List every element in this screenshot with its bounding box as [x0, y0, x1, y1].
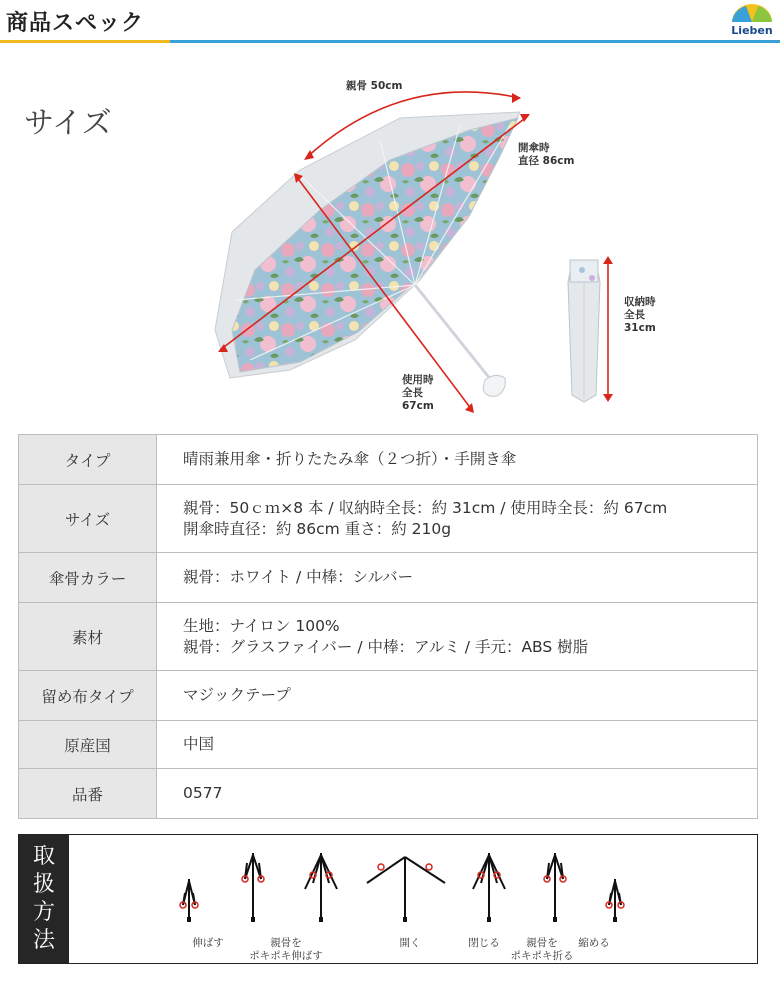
- spec-value: [157, 721, 758, 769]
- table-row: [19, 553, 758, 603]
- care-step-label-line: ポキポキ折る: [510, 950, 574, 962]
- spec-value-line: 親骨：グラスファイバー / 中棒：アルミ / 手元：ABS 樹脂: [183, 637, 589, 656]
- spec-label: タイプ: [19, 435, 157, 485]
- in-use-length-label-line2: 全長: [402, 387, 423, 399]
- open-diameter-label-line1: 開傘時: [518, 142, 550, 154]
- close-umbrella-icon: [467, 843, 517, 933]
- spec-label: 原産国: [19, 721, 157, 769]
- folded-umbrella-icon: [171, 843, 211, 933]
- care-step: [365, 843, 435, 961]
- spec-value-line: 0577: [183, 784, 223, 802]
- spec-label: 傘骨カラー: [19, 553, 157, 603]
- header-divider-yellow: [0, 40, 170, 43]
- umbrella-illustration: [0, 60, 780, 430]
- brand-logo: [728, 2, 776, 40]
- spec-value-line: 開傘時直径：約 86cm 重さ：約 210g: [183, 519, 452, 538]
- table-row: [19, 769, 758, 819]
- spec-value-line: マジックテープ: [183, 686, 291, 704]
- spec-value: [157, 769, 758, 819]
- care-title-char: 法: [32, 928, 55, 953]
- closed-umbrella-band: [570, 260, 598, 282]
- size-section-title: サイズ: [24, 106, 112, 141]
- care-title: [19, 835, 69, 963]
- extend-ribs-icon: [237, 843, 277, 933]
- care-title-char: 方: [32, 900, 55, 925]
- table-row: [19, 485, 758, 553]
- in-use-length-label: [402, 374, 434, 413]
- open-diameter-label-line2: 直径 86cm: [518, 155, 575, 167]
- spec-value: [157, 603, 758, 671]
- spec-value-line: 生地：ナイロン 100%: [183, 616, 340, 635]
- size-diagram: [0, 60, 780, 430]
- open-wide-umbrella-icon: [365, 843, 449, 933]
- spec-value: [157, 553, 758, 603]
- spec-value-line: 親骨：ホワイト / 中棒：シルバー: [183, 568, 414, 586]
- care-step-label: [539, 937, 649, 950]
- care-instructions: [18, 834, 758, 964]
- page-header: [0, 0, 780, 44]
- care-step-label-line: ポキポキ伸ばす: [249, 950, 323, 962]
- spec-value-line: 親骨：50ｃｍ×8 本 / 収納時全長：約 31cm / 使用時全長：約 67cm: [183, 498, 668, 517]
- spec-label: 品番: [19, 769, 157, 819]
- table-row: [19, 603, 758, 671]
- in-use-length-label-line1: 使用時: [402, 374, 434, 386]
- spec-value: [157, 485, 758, 553]
- care-step-label-line: 伸ばす: [192, 937, 224, 949]
- umbrella-shaft: [415, 285, 495, 385]
- table-row: [19, 435, 758, 485]
- open-umbrella-icon: [297, 843, 347, 933]
- care-step-label-line: 閉じる: [468, 937, 500, 949]
- in-use-length-label-line3: 67cm: [402, 400, 434, 412]
- spec-label: 素材: [19, 603, 157, 671]
- header-divider: [0, 40, 780, 43]
- table-row: [19, 721, 758, 769]
- page-title: 商品スペック: [6, 11, 145, 36]
- shorten-umbrella-icon: [599, 843, 639, 933]
- spec-value-line: 中国: [183, 735, 215, 753]
- spec-label: サイズ: [19, 485, 157, 553]
- stored-length-label-line3: 31cm: [624, 322, 656, 334]
- care-step-label-line: 開く: [399, 937, 421, 949]
- umbrella-handle: [483, 375, 505, 396]
- care-title-char: 扱: [32, 872, 55, 897]
- spec-value: [157, 435, 758, 485]
- care-step: [578, 843, 669, 961]
- table-row: [19, 671, 758, 721]
- rib-length-label: 親骨 50cm: [346, 80, 403, 92]
- care-title-char: 取: [32, 844, 55, 869]
- fold-ribs-icon: [539, 843, 579, 933]
- open-diameter-label: [518, 142, 574, 168]
- care-step-label-line: 親骨を: [270, 937, 302, 949]
- stored-length-label: [624, 296, 656, 335]
- spec-table: [18, 434, 758, 819]
- stored-length-label-line1: 収納時: [624, 296, 656, 308]
- spec-value-line: 晴雨兼用傘・折りたたみ傘（２つ折）・手開き傘: [183, 450, 517, 468]
- spec-value: [157, 671, 758, 721]
- brand-logo-text: Lieben: [731, 24, 773, 37]
- spec-label: 留め布タイプ: [19, 671, 157, 721]
- care-step-label-line: 縮める: [578, 937, 610, 949]
- umbrella-logo-icon: [728, 2, 776, 26]
- stored-length-label-line2: 全長: [624, 309, 645, 321]
- care-step-label-line: 親骨を: [526, 937, 558, 949]
- header-divider-blue: [170, 40, 780, 43]
